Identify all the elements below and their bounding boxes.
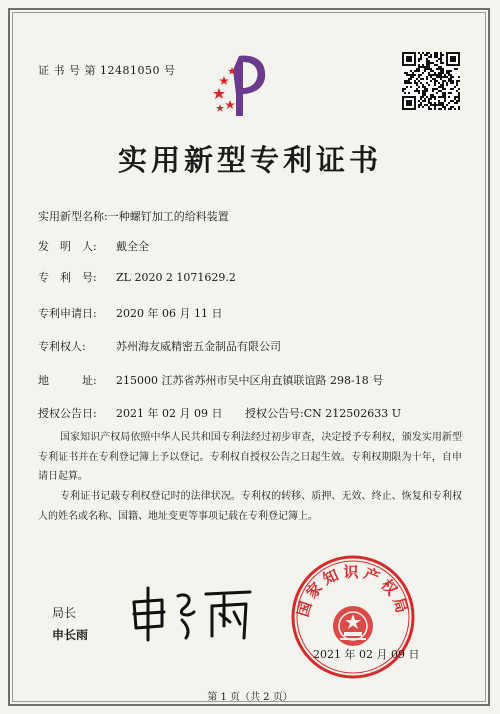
field-value: ZL 2020 2 1071629.2: [116, 271, 236, 284]
field-value: 2020 年 06 月 11 日: [116, 307, 223, 320]
certificate-title: 实用新型专利证书: [117, 143, 382, 177]
field-value: 戴全全: [116, 240, 149, 253]
field-label: 授权公告号:: [245, 407, 304, 420]
seal-date: 2021 年 02 月 09 日: [313, 648, 420, 661]
field-label: 授权公告日:: [38, 407, 97, 420]
field-value: CN 212502633 U: [303, 407, 402, 420]
field-inventor: [38, 238, 149, 254]
field-label: 专 利 号:: [38, 271, 97, 284]
field-value: 苏州海友威精密五金制品有限公司: [116, 340, 281, 353]
page-indicator: 第 1 页（共 2 页）: [207, 692, 293, 703]
field-utility-model-name: [38, 208, 229, 224]
field-grant-number: [245, 405, 401, 421]
field-application-date: [38, 305, 222, 321]
certificate-number: 证 书 号 第 12481050 号: [38, 64, 176, 77]
handwritten-signature: [128, 582, 256, 644]
field-value: 一种螺钉加工的给料装置: [107, 210, 229, 223]
field-patent-number: [38, 269, 236, 285]
field-label: 发 明 人:: [38, 240, 97, 253]
field-address: [38, 372, 383, 388]
qr-code-icon[interactable]: [402, 52, 460, 110]
field-patentee: [38, 338, 281, 354]
signatory-name: 申长雨: [52, 628, 89, 642]
official-seal-icon: [288, 552, 418, 682]
field-value: 215000 江苏省苏州市吴中区甪直镇联谊路 298-18 号: [116, 374, 384, 387]
signatory-title: 局长: [52, 606, 77, 620]
field-label: 专利申请日:: [38, 307, 97, 320]
field-label: 地 址:: [38, 374, 97, 387]
field-label: 实用新型名称:: [38, 210, 108, 223]
field-grant-date: [38, 405, 222, 421]
field-value: 2021 年 02 月 09 日: [116, 407, 223, 420]
cnipa-logo-icon: [203, 50, 283, 120]
statement-paragraph-1: 国家知识产权局依照中华人民共和国专利法经过初步审查，决定授予专利权，颁发实用新型专利证书并在专利登记簿上予以登记。专利权自授权公告之日起生效。专利权期限为十年，自申请日起算。: [38, 432, 462, 483]
svg-text:国家知识产权局: 国家知识产权局: [293, 563, 413, 619]
field-label: 专利权人:: [38, 340, 86, 353]
statement-paragraph-2: 专利证书记载专利权登记时的法律状况。专利权的转移、质押、无效、终止、恢复和专利权人的姓名或名称、国籍、地址变更等事项记载在专利登记簿上。: [38, 491, 462, 522]
